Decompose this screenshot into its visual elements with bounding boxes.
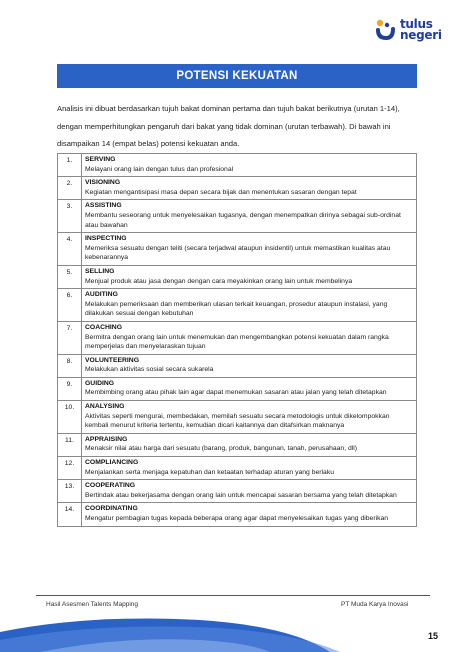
strength-title: AUDITING bbox=[85, 291, 118, 299]
footer-divider bbox=[36, 595, 430, 596]
footer-report-name: Hasil Asesmen Talents Mapping bbox=[46, 601, 139, 608]
strength-title: ASSISTING bbox=[85, 202, 122, 210]
strength-number: 7. bbox=[58, 321, 82, 354]
strength-title: ANALYSING bbox=[85, 403, 125, 411]
strength-cell bbox=[82, 457, 417, 480]
strength-description: Membimbing orang atau pihak lain agar dapat menemukan sasaran atau jalan yang telah ditetapkan bbox=[85, 389, 387, 397]
strength-row bbox=[58, 200, 417, 233]
strength-number: 11. bbox=[58, 433, 82, 456]
strength-number: 6. bbox=[58, 289, 82, 322]
strength-cell bbox=[82, 377, 417, 400]
strengths-table bbox=[57, 153, 417, 527]
strength-number: 10. bbox=[58, 401, 82, 434]
tulus-negeri-logo bbox=[374, 16, 444, 44]
strength-description: Menjalankan serta menjaga kepatuhan dan ketaatan terhadap aturan yang berlaku bbox=[85, 468, 335, 476]
strength-row bbox=[58, 177, 417, 200]
logo-mark-icon bbox=[374, 17, 398, 43]
strength-number: 14. bbox=[58, 503, 82, 526]
strength-row bbox=[58, 154, 417, 177]
strength-row bbox=[58, 233, 417, 266]
strength-number: 2. bbox=[58, 177, 82, 200]
strength-title: COOPERATING bbox=[85, 482, 136, 490]
strength-row bbox=[58, 265, 417, 288]
strength-description: Memeriksa sesuatu dengan teliti (secara terjadwal ataupun insidentil) untuk memastikan kualitas atau kebenarannya bbox=[85, 244, 391, 262]
strength-number: 3. bbox=[58, 200, 82, 233]
strength-cell bbox=[82, 503, 417, 526]
strength-cell bbox=[82, 480, 417, 503]
strength-number: 13. bbox=[58, 480, 82, 503]
logo-text-line1: tulus bbox=[400, 17, 433, 31]
strength-description: Menjual produk atau jasa dengan dengan cara meyakinkan orang lain untuk membelinya bbox=[85, 277, 353, 285]
strength-description: Melakukan aktivitas sosial secara sukarela bbox=[85, 366, 214, 374]
strength-cell bbox=[82, 265, 417, 288]
strength-description: Bertindak atau bekerjasama dengan orang lain untuk mencapai sasaran bersama yang telah ditetapkan bbox=[85, 491, 397, 499]
strength-cell bbox=[82, 433, 417, 456]
section-title: POTENSI KEKUATAN bbox=[176, 70, 298, 82]
strength-cell bbox=[82, 354, 417, 377]
strength-row bbox=[58, 401, 417, 434]
strength-title: APPRAISING bbox=[85, 435, 128, 443]
strength-title: SERVING bbox=[85, 156, 116, 163]
strength-title: COORDINATING bbox=[85, 505, 138, 513]
strength-description: Kegiatan mengantisipasi masa depan secara bijak dan menentukan sasaran dengan tepat bbox=[85, 188, 357, 196]
strength-description: Membantu seseorang untuk menyelesaikan tugasnya, dengan menempatkan dirinya sebagai sub-ordinat atau bawahan bbox=[85, 211, 401, 229]
strength-number: 9. bbox=[58, 377, 82, 400]
strength-cell bbox=[82, 401, 417, 434]
strength-title: INSPECTING bbox=[85, 235, 127, 243]
strength-number: 5. bbox=[58, 265, 82, 288]
strength-cell bbox=[82, 177, 417, 200]
strength-title: COACHING bbox=[85, 323, 123, 331]
strength-cell bbox=[82, 289, 417, 322]
strength-description: Bermitra dengan orang lain untuk menemukan dan mengembangkan potensi kekuatan dalam rangka memperjelas dan menyelaraskan tujuan bbox=[85, 333, 389, 351]
strength-description: Aktivitas seperti mengurai, membedakan, memilah sesuatu secara metodologis untuk dikelompokkan kembali menurut kriteria tertentu, kemudian dicari kaitannya dan ditafsirkan maknanya bbox=[85, 412, 390, 430]
strength-description: Melakukan pemeriksaan dan memberikan ulasan terkait keuangan, prosedur ataupun instalasi, yang dilakukan sesuai dengan kebutuhan bbox=[85, 300, 388, 318]
strength-title: VOLUNTEERING bbox=[85, 356, 140, 364]
section-banner bbox=[57, 64, 417, 88]
footer-wave-decoration bbox=[0, 606, 464, 652]
strength-cell bbox=[82, 200, 417, 233]
page-number: 15 bbox=[428, 631, 439, 641]
logo-text-line2: negeri bbox=[400, 28, 442, 42]
footer-company-name: PT Muda Karya Inovasi bbox=[341, 601, 409, 608]
strength-number: 4. bbox=[58, 233, 82, 266]
strength-description: Mengatur pembagian tugas kepada beberapa orang agar dapat menyelesaikan tugas yang diberikan bbox=[85, 515, 389, 522]
strength-number: 8. bbox=[58, 354, 82, 377]
strength-row bbox=[58, 377, 417, 400]
strength-cell bbox=[82, 321, 417, 354]
strength-cell bbox=[82, 154, 417, 177]
strength-title: VISIONING bbox=[85, 179, 121, 187]
strength-number: 1. bbox=[58, 154, 82, 177]
intro-paragraph: Analisis ini dibuat berdasarkan tujuh bakat dominan pertama dan tujuh bakat berikutnya (urutan 1-14), dengan memperhitungkan pengaruh dari bakat yang tidak dominan (urutan terbawah). Di bawah ini disampaikan 14 (empat belas) potensi kekuatan anda. bbox=[57, 104, 400, 148]
strength-cell bbox=[82, 233, 417, 266]
strength-description: Melayani orang lain dengan tulus dan profesional bbox=[85, 165, 234, 173]
strength-row bbox=[58, 321, 417, 354]
strength-row bbox=[58, 354, 417, 377]
strength-description: Menaksir nilai atau harga dari sesuatu (barang, produk, bangunan, tanah, perusahaan, dll) bbox=[85, 445, 358, 453]
strength-title: SELLING bbox=[85, 267, 115, 275]
strength-row bbox=[58, 433, 417, 456]
strength-title: COMPLIANCING bbox=[85, 459, 139, 467]
strength-row bbox=[58, 503, 417, 526]
strength-row bbox=[58, 289, 417, 322]
strength-row bbox=[58, 457, 417, 480]
strength-title: GUIDING bbox=[85, 379, 115, 387]
strength-row bbox=[58, 480, 417, 503]
strength-number: 12. bbox=[58, 457, 82, 480]
